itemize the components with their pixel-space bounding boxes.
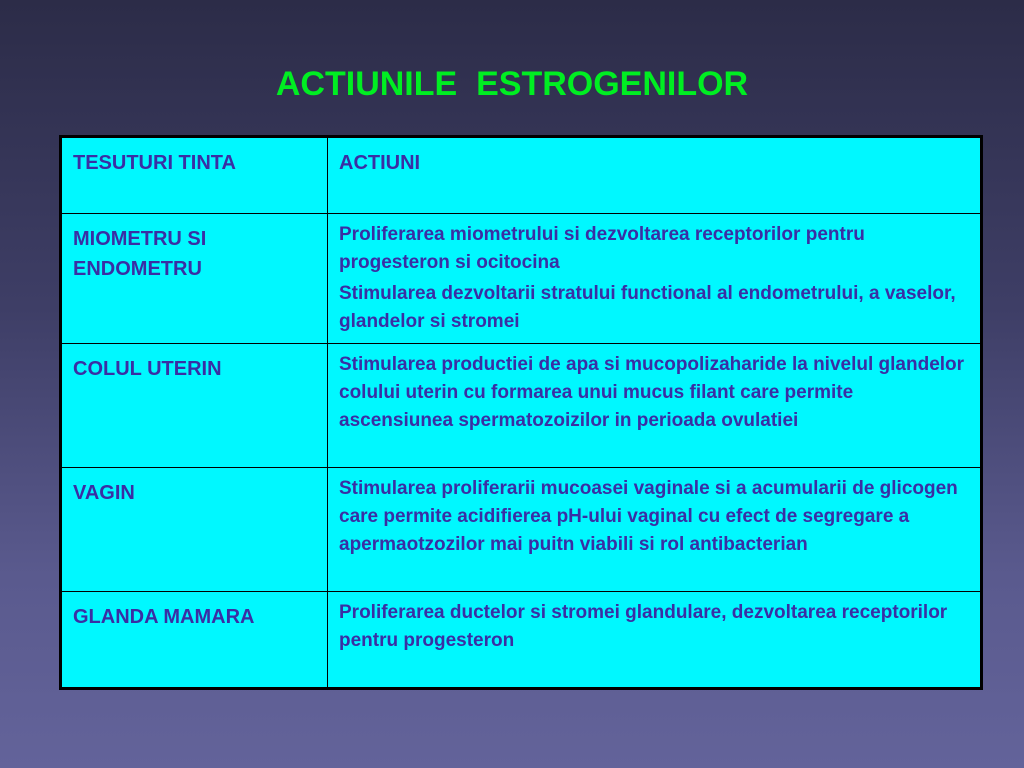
estrogen-actions-table-wrapper — [59, 135, 983, 687]
action-text: Stimularea productiei de apa si mucopolizaharide la nivelul glandelor colului uterin cu formarea unui mucus filant care permite ascensiunea spermatozoizilor in perioada ovulatiei — [339, 354, 965, 431]
target-cell — [61, 214, 328, 344]
table-header-row — [61, 137, 982, 214]
actions-cell — [328, 468, 982, 592]
target-label: VAGIN — [73, 482, 135, 504]
target-label: MIOMETRU SI ENDOMETRU — [73, 228, 207, 280]
action-text: Proliferarea ductelor si stromei glandulare, dezvoltarea receptorilor pentru progesteron — [339, 602, 948, 651]
header-target-label: TESUTURI TINTA — [73, 152, 236, 174]
table-row — [61, 468, 982, 592]
actions-cell — [328, 592, 982, 689]
target-cell — [61, 344, 328, 468]
table-row — [61, 344, 982, 468]
table-row — [61, 592, 982, 689]
slide-title: ACTIUNILE ESTROGENILOR — [275, 65, 749, 103]
header-cell-actions — [328, 137, 982, 214]
action-text: Proliferarea miometrului si dezvoltarea receptorilor pentru progesteron si ocitocina — [339, 224, 865, 273]
actions-cell — [328, 344, 982, 468]
target-cell — [61, 592, 328, 689]
table-row — [61, 214, 982, 344]
estrogen-actions-table — [59, 135, 983, 690]
action-text: Stimularea proliferarii mucoasei vaginale si a acumularii de glicogen care permite acidifierea pH-ului vaginal cu efect de segregare a apermaotzozilor mai puitn viabili si rol antibacterian — [339, 478, 958, 555]
target-cell — [61, 468, 328, 592]
target-label: COLUL UTERIN — [73, 358, 222, 380]
header-actions-label: ACTIUNI — [339, 152, 421, 174]
target-label: GLANDA MAMARA — [73, 606, 255, 628]
header-cell-target-tissues — [61, 137, 328, 214]
action-text: Stimularea dezvoltarii stratului functional al endometrului, a vaselor, glandelor si stromei — [339, 283, 956, 332]
actions-cell — [328, 214, 982, 344]
